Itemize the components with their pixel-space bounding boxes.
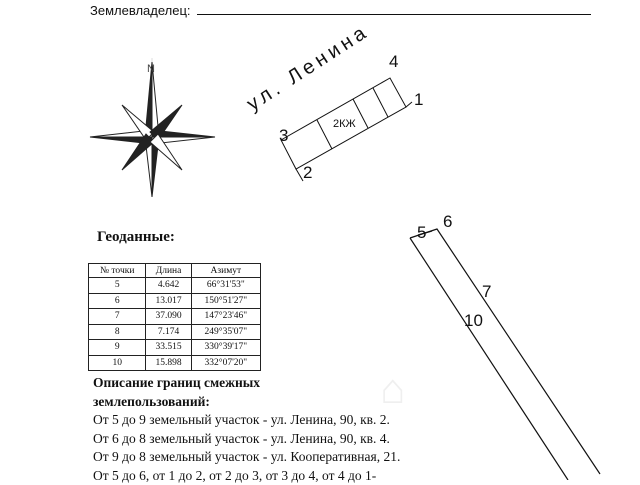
table-cell: 249°35'07" (191, 324, 260, 340)
table-cell: 332°07'20" (191, 355, 260, 371)
table-cell: 33.515 (146, 340, 191, 356)
house-label: 2КЖ (333, 118, 356, 130)
table-cell: 13.017 (146, 293, 191, 309)
boundary-description (93, 374, 400, 485)
table-cell: 4.642 (146, 278, 191, 294)
table-row (89, 309, 261, 325)
table-cell: 330°39'17" (191, 340, 260, 356)
column-header: № точки (89, 264, 146, 278)
column-header: Длина (146, 264, 191, 278)
point-label: 10 (464, 311, 483, 331)
description-title: землепользований: (93, 393, 400, 412)
table-cell: 66°31'53" (191, 278, 260, 294)
geodata-table (88, 263, 261, 371)
owner-label: Землевладелец: (90, 3, 191, 18)
compass-north-label: N (147, 63, 155, 75)
table-cell: 8 (89, 324, 146, 340)
table-row (89, 293, 261, 309)
point-label: 4 (389, 52, 398, 72)
compass-rose-icon (90, 58, 215, 197)
table-cell: 9 (89, 340, 146, 356)
table-cell: 147°23'46" (191, 309, 260, 325)
point-label: 7 (482, 282, 491, 302)
table-cell: 10 (89, 355, 146, 371)
table-cell: 7 (89, 309, 146, 325)
point-label: 6 (443, 212, 452, 232)
table-cell: 7.174 (146, 324, 191, 340)
street-label: ул. Ленина (243, 20, 374, 116)
table-row (89, 340, 261, 356)
table-row (89, 324, 261, 340)
table-cell: 150°51'27" (191, 293, 260, 309)
description-title: Описание границ смежных (93, 374, 400, 393)
table-cell: 15.898 (146, 355, 191, 371)
point-label: 2 (303, 163, 312, 183)
geodata-title: Геоданные: (97, 229, 175, 246)
table-row (89, 355, 261, 371)
table-cell: 37.090 (146, 309, 191, 325)
watermark-icon: ⌂ (380, 365, 405, 413)
table-header-row (89, 264, 261, 278)
description-line: От 9 до 8 земельный участок - ул. Кооперативная, 21. (93, 448, 400, 467)
description-line: От 5 до 6, от 1 до 2, от 2 до 3, от 3 до 4, от 4 до 1- (93, 467, 400, 485)
description-line: От 5 до 9 земельный участок - ул. Ленина, 90, кв. 2. (93, 411, 400, 430)
column-header: Азимут (191, 264, 260, 278)
land-plot-outline (410, 229, 600, 480)
table-cell: 6 (89, 293, 146, 309)
point-label: 3 (279, 126, 288, 146)
table-row (89, 278, 261, 294)
table-cell: 5 (89, 278, 146, 294)
point-label: 1 (414, 90, 423, 110)
description-line: От 6 до 8 земельный участок - ул. Ленина, 90, кв. 4. (93, 430, 400, 449)
point-label: 5 (417, 223, 426, 243)
